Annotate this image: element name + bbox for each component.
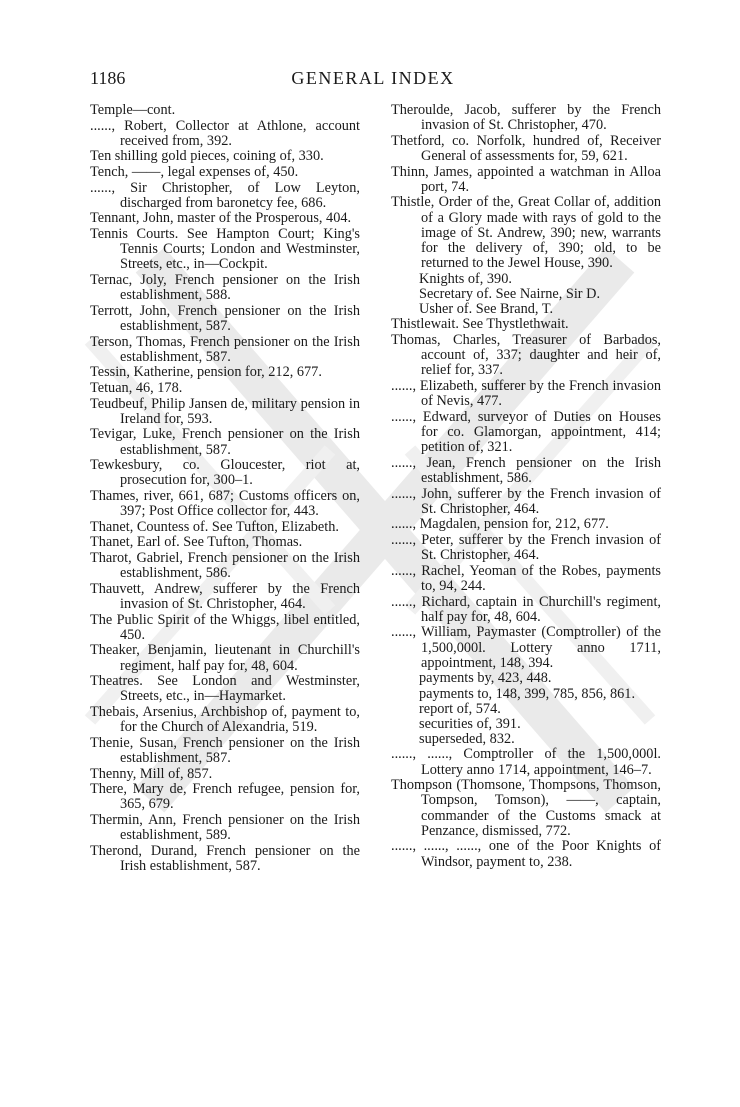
index-column-left xyxy=(90,103,360,874)
index-entry: Theroulde, Jacob, sufferer by the French invasion of St. Christopher, 470. xyxy=(391,102,661,134)
index-entry: Tench, ——, legal expenses of, 450. xyxy=(90,163,299,180)
index-subentry: Usher of. See Brand, T. xyxy=(419,301,554,318)
index-entry: Tharot, Gabriel, French pensioner on the Irish establishment, 586. xyxy=(90,549,360,582)
index-entry: Thames, river, 661, 687; Customs officers on, 397; Post Office collector for, 443. xyxy=(90,487,360,520)
index-entry: Ternac, Joly, French pensioner on the Irish establishment, 588. xyxy=(90,271,360,304)
index-entry: Thenny, Mill of, 857. xyxy=(90,765,213,782)
index-entry: Thomas, Charles, Treasurer of Barbados, account of, 337; daughter and heir of, relief for, 337. xyxy=(391,332,661,379)
index-entry: Teudbeuf, Philip Jansen de, military pension in Ireland for, 593. xyxy=(90,395,360,427)
index-entry: Tennant, John, master of the Prosperous, 404. xyxy=(90,210,352,227)
index-entry: ......, ......, Comptroller of the 1,500,000l. Lottery anno 1714, appointment, 146–7. xyxy=(391,746,661,778)
index-entry: Terson, Thomas, French pensioner on the Irish establishment, 587. xyxy=(90,333,360,365)
index-entry: Thistle, Order of the, Great Collar of, addition of a Glory made with rays of gold to the image of St. Andrew, 390; new, warrants for the delivery of, 390; old, to be returned to the Jewel House, 390. xyxy=(391,194,661,272)
index-subentry: payments by, 423, 448. xyxy=(419,670,552,687)
index-entry: ......, Jean, French pensioner on the Irish establishment, 586. xyxy=(391,454,661,486)
index-entry: Theatres. See London and Westminster, Streets, etc., in—Haymarket. xyxy=(90,673,360,705)
index-entry: Thauvett, Andrew, sufferer by the French invasion of St. Christopher, 464. xyxy=(90,580,360,612)
index-entry: ......, Magdalen, pension for, 212, 677. xyxy=(391,516,609,533)
index-entry: Thompson (Thomsone, Thompsons, Thomson, Tompson, Tomson), ——, captain, commander of the Customs smack at Penzance, dismissed, 772. xyxy=(391,777,661,839)
index-subentry: Knights of, 390. xyxy=(419,270,512,287)
index-entry: Thinn, James, appointed a watchman in Alloa port, 74. xyxy=(391,163,661,195)
index-subentry: superseded, 832. xyxy=(419,731,515,748)
index-subentry: report of, 574. xyxy=(419,700,501,717)
index-entry: ......, Richard, captain in Churchill's regiment, half pay for, 48, 604. xyxy=(391,593,661,625)
index-entry: Thebais, Arsenius, Archbishop of, payment to, for the Church of Alexandria, 519. xyxy=(90,703,360,736)
index-entry: Thenie, Susan, French pensioner on the Irish establishment, 587. xyxy=(90,734,360,766)
index-entry: ......, William, Paymaster (Comptroller) of the 1,500,000l. Lottery anno 1711, appointment, 148, 394. xyxy=(391,624,661,671)
index-entry: ......, Elizabeth, sufferer by the French invasion of Nevis, 477. xyxy=(391,378,661,410)
page-title: GENERAL INDEX xyxy=(291,68,455,88)
index-entry: Thanet, Countess of. See Tufton, Elizabeth. xyxy=(90,518,339,535)
index-entry: Terrott, John, French pensioner on the Irish establishment, 587. xyxy=(90,302,360,334)
page-header xyxy=(90,68,656,92)
index-column-right xyxy=(391,103,661,870)
index-entry: ......, Rachel, Yeoman of the Robes, payments to, 94, 244. xyxy=(391,562,661,594)
index-entry: Thanet, Earl of. See Tufton, Thomas. xyxy=(90,534,303,551)
index-entry: Tennis Courts. See Hampton Court; King's Tennis Courts; London and Westminster, Streets, etc., in—Cockpit. xyxy=(90,225,360,273)
index-entry: Tevigar, Luke, French pensioner on the Irish establishment, 587. xyxy=(90,426,360,458)
index-entry: Theaker, Benjamin, lieutenant in Churchill's regiment, half pay for, 48, 604. xyxy=(90,642,360,674)
index-entry: Thermin, Ann, French pensioner on the Irish establishment, 589. xyxy=(90,811,360,844)
index-subentry: Secretary of. See Nairne, Sir D. xyxy=(419,286,601,302)
index-entry: Tetuan, 46, 178. xyxy=(90,379,183,396)
index-entry: Thetford, co. Norfolk, hundred of, Receiver General of assessments for, 59, 621. xyxy=(391,132,661,164)
index-entry: ......, ......, ......, one of the Poor Knights of Windsor, payment to, 238. xyxy=(391,838,661,870)
index-entry: The Public Spirit of the Whiggs, libel entitled, 450. xyxy=(90,611,360,643)
index-subentry: payments to, 148, 399, 785, 856, 861. xyxy=(419,685,636,702)
index-entry: Ten shilling gold pieces, coining of, 330. xyxy=(90,148,324,165)
page-number: 1186 xyxy=(90,68,126,88)
index-entry: ......, Edward, surveyor of Duties on Houses for co. Glamorgan, appointment, 414; petition of, 321. xyxy=(391,408,661,456)
index-entry: ......, Robert, Collector at Athlone, account received from, 392. xyxy=(90,117,360,149)
index-entry: Therond, Durand, French pensioner on the Irish establishment, 587. xyxy=(90,842,360,874)
index-entry: Temple—cont. xyxy=(90,102,176,118)
index-subentry: securities of, 391. xyxy=(419,715,521,732)
index-entry: There, Mary de, French refugee, pension for, 365, 679. xyxy=(90,781,360,813)
index-entry: ......, Sir Christopher, of Low Leyton, discharged from baronetcy fee, 686. xyxy=(90,179,360,211)
index-entry: Thistlewait. See Thystlethwait. xyxy=(391,316,569,333)
index-entry: Tessin, Katherine, pension for, 212, 677. xyxy=(90,364,322,381)
index-entry: Tewkesbury, co. Gloucester, riot at, prosecution for, 300–1. xyxy=(90,457,360,489)
index-entry: ......, John, sufferer by the French invasion of St. Christopher, 464. xyxy=(391,485,661,517)
index-entry: ......, Peter, sufferer by the French invasion of St. Christopher, 464. xyxy=(391,531,661,564)
